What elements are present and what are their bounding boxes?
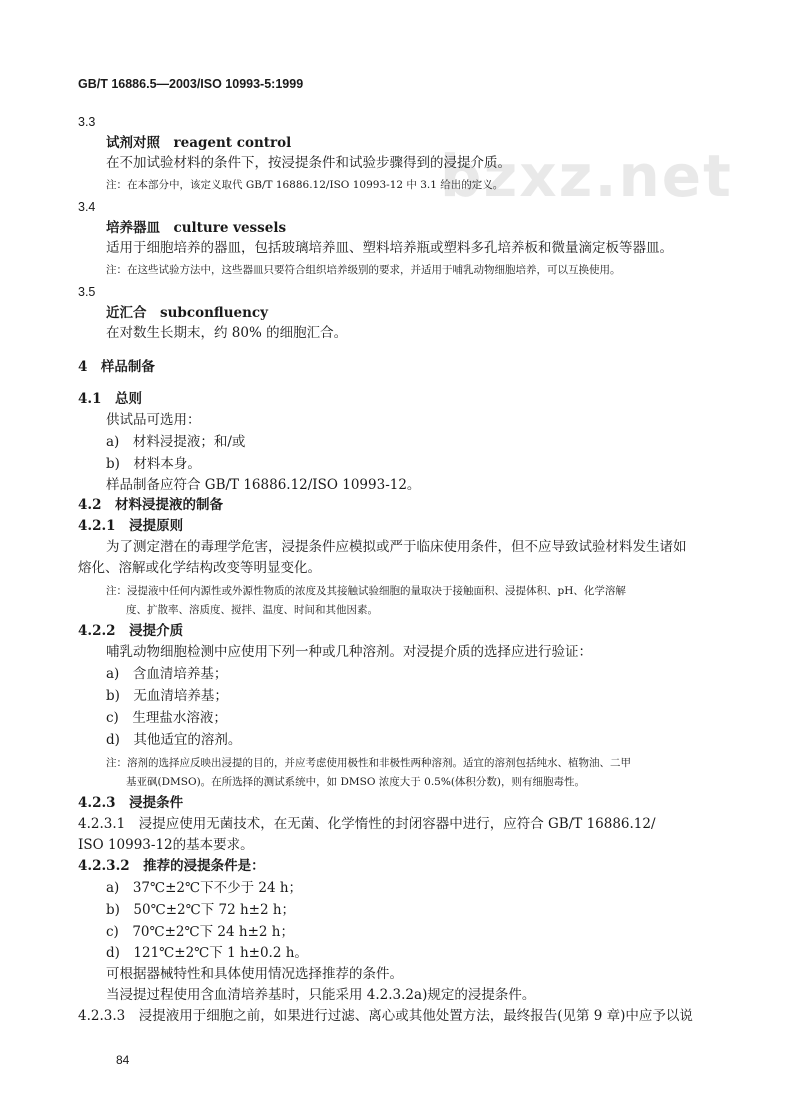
section-title-4: 4 样品制备 (78, 359, 155, 375)
clause-4-2-3-2-title: 4.2.3.2 推荐的浸提条件是： (78, 858, 265, 874)
section-title-4-2-2: 4.2.2 浸提介质 (78, 623, 184, 639)
note-4-2-2-line2: 基亚砜(DMSO)。在所选择的测试系统中，如 DMSO 浓度大于 0.5%(体积分数)，则有细胞毒性。 (126, 776, 586, 788)
section-title-4-2-3: 4.2.3 浸提条件 (78, 795, 184, 811)
list-item-4-1-a: a) 材料浸提液；和/或 (106, 434, 246, 450)
paragraph-4-2-3-2-select: 可根据器械特性和具体使用情况选择推荐的条件。 (106, 966, 403, 982)
list-item-4-2-2-c: c) 生理盐水溶液； (106, 710, 227, 726)
list-item-4-2-3-2-b: b) 50℃±2℃下 72 h±2 h； (106, 902, 296, 918)
list-item-4-2-2-a: a) 含血清培养基； (106, 666, 228, 682)
paragraph-4-2-3-2-serum: 当浸提过程使用含血清培养基时，只能采用 4.2.3.2a)规定的浸提条件。 (106, 987, 536, 1003)
paragraph-4-1-intro: 供试品可选用： (106, 412, 201, 428)
paragraph-4-2-2: 哺乳动物细胞检测中应使用下列一种或几种溶剂。对浸提介质的选择应进行验证： (106, 644, 592, 660)
paragraph-4-2-1-line2: 熔化、溶解或化学结构改变等明显变化。 (78, 560, 321, 576)
definition-3-4: 适用于细胞培养的器皿，包括玻璃培养皿、塑料培养瓶或塑料多孔培养板和微量滴定板等器皿。 (106, 240, 673, 256)
paragraph-4-2-1-line1: 为了测定潜在的毒理学危害，浸提条件应模拟或严于临床使用条件，但不应导致试验材料发生诸如 (106, 539, 687, 555)
list-item-4-2-3-2-a: a) 37℃±2℃下不少于 24 h； (106, 880, 303, 896)
note-4-2-1-line2: 度、扩散率、溶质度、搅拌、温度、时间和其他因素。 (126, 604, 378, 616)
section-title-4-1: 4.1 总则 (78, 391, 142, 407)
clause-4-2-3-1-line1: 4.2.3.1 浸提应使用无菌技术，在无菌、化学惰性的封闭容器中进行，应符合 GB/T 16886.12/ (78, 816, 656, 832)
paragraph-4-1-prep: 样品制备应符合 GB/T 16886.12/ISO 10993-12。 (106, 477, 421, 493)
section-title-4-2: 4.2 材料浸提液的制备 (78, 497, 223, 513)
clause-4-2-3-3: 4.2.3.3 浸提液用于细胞之前，如果进行过滤、离心或其他处置方法，最终报告(见第 9 章)中应予以说 (78, 1008, 693, 1024)
list-item-4-2-2-d: d) 其他适宜的溶剂。 (106, 732, 242, 748)
note-4-2-2-line1: 注：溶剂的选择应反映出浸提的目的，并应考虑使用极性和非极性两种溶剂。适宜的溶剂包括纯水、植物油、二甲 (106, 757, 631, 769)
section-title-4-2-1: 4.2.1 浸提原则 (78, 518, 184, 534)
clause-number-3-3: 3.3 (78, 115, 96, 129)
list-item-4-2-3-2-d: d) 121℃±2℃下 1 h±0.2 h。 (106, 945, 308, 961)
watermark: bzxz.net (440, 142, 733, 210)
note-4-2-1-line1: 注：浸提液中任何内源性或外源性物质的浓度及其接触试验细胞的量取决于接触面积、浸提体积、pH、化学溶解 (106, 585, 626, 597)
clause-number-3-5: 3.5 (78, 285, 96, 299)
page-number: 84 (116, 1053, 130, 1067)
term-reagent-control: 试剂对照 reagent control (106, 135, 292, 151)
definition-3-3: 在不加试验材料的条件下，按浸提条件和试验步骤得到的浸提介质。 (106, 155, 511, 171)
standard-header: GB/T 16886.5—2003/ISO 10993-5:1999 (78, 77, 304, 91)
list-item-4-2-2-b: b) 无血清培养基； (106, 688, 228, 704)
definition-3-5: 在对数生长期末，约 80% 的细胞汇合。 (106, 325, 348, 341)
term-subconfluency: 近汇合 subconfluency (106, 305, 268, 321)
list-item-4-1-b: b) 材料本身。 (106, 456, 201, 472)
term-culture-vessels: 培养器皿 culture vessels (106, 220, 287, 236)
clause-number-3-4: 3.4 (78, 200, 96, 214)
list-item-4-2-3-2-c: c) 70℃±2℃下 24 h±2 h； (106, 924, 294, 940)
note-3-3: 注：在本部分中，该定义取代 GB/T 16886.12/ISO 10993-12 中 3.1 给出的定义。 (106, 179, 504, 191)
note-3-4: 注：在这些试验方法中，这些器皿只要符合组织培养级别的要求，并适用于哺乳动物细胞培养，可以互换使用。 (106, 264, 621, 276)
clause-4-2-3-1-line2: ISO 10993-12的基本要求。 (78, 837, 254, 853)
